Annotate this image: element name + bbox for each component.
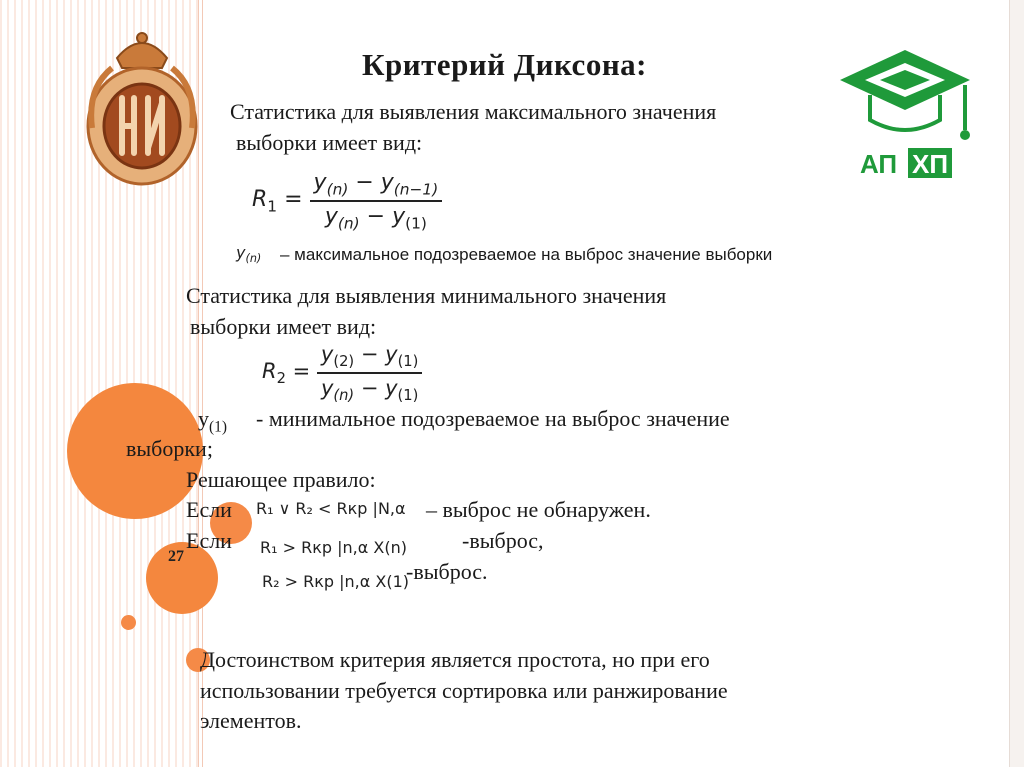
text-line: Статистика для выявления минимального значения bbox=[186, 283, 667, 308]
rule-condition-1: R₁ ∨ R₂ < Rкр |N,α bbox=[256, 499, 406, 518]
y1-description: - минимальное подозреваемое на выброс значение bbox=[256, 406, 730, 431]
formula-subscript: (1) bbox=[397, 387, 419, 405]
formula-r2: $R_2$ = $\frac{y_{(2)} - y_{(1)}}{y_{(n)} - y_{(1)}}$ bbox=[262, 342, 422, 404]
conclusion-line: использовании требуется сортировка или ранжирование bbox=[200, 678, 728, 703]
formula-subscript: (1) bbox=[397, 353, 419, 371]
formula-symbol: y bbox=[313, 170, 327, 195]
rule-if: Если bbox=[186, 497, 232, 522]
formula-symbol: y bbox=[385, 376, 398, 401]
logo-text-ap: АП bbox=[860, 149, 898, 179]
rule-title: Решающее правило: bbox=[186, 467, 376, 492]
formula-subscript: (1) bbox=[209, 418, 227, 436]
formula-symbol: y bbox=[198, 406, 209, 431]
formula-subscript: (n) bbox=[333, 387, 355, 405]
conclusion-line: элементов. bbox=[200, 708, 302, 733]
slide-title: Критерий Диксона: bbox=[362, 47, 648, 82]
university-emblem-logo bbox=[82, 28, 202, 188]
formula-symbol: y bbox=[320, 376, 334, 401]
aphp-logo bbox=[830, 45, 980, 185]
formula-subscript: (n) bbox=[337, 214, 360, 233]
formula-subscript: 2 bbox=[276, 370, 286, 388]
formula-symbol: y bbox=[324, 204, 338, 230]
formula-symbol: R bbox=[252, 187, 268, 213]
decorative-circle bbox=[121, 615, 136, 630]
formula-symbol: y bbox=[385, 342, 398, 366]
yn-description: – максимальное подозреваемое на выброс значение выборки bbox=[280, 245, 773, 264]
rule-if: Если bbox=[186, 528, 232, 553]
formula-subscript: (n) bbox=[326, 180, 349, 199]
formula-subscript: (n) bbox=[245, 252, 262, 266]
formula-symbol: y bbox=[320, 342, 334, 366]
formula-r1: $R_1$ = $\frac{y_{(n)} - y_{(n-1)}}{y_{(n)} - y_{(1)}}$ bbox=[252, 170, 442, 233]
text-line: выборки имеет вид: bbox=[236, 130, 423, 155]
page-number: 27 bbox=[168, 548, 184, 565]
rule-result-2: -выброс, bbox=[462, 528, 544, 553]
conclusion-line: Достоинством критерия является простота, но при его bbox=[200, 647, 710, 672]
formula-symbol: R bbox=[262, 359, 277, 384]
formula-subscript: (1) bbox=[405, 214, 427, 233]
rule-result-3: -выброс. bbox=[406, 559, 488, 584]
formula-subscript: 1 bbox=[267, 197, 278, 216]
formula-subscript: (2) bbox=[333, 353, 355, 371]
formula-symbol: y bbox=[236, 243, 246, 262]
formula-subscript: (n−1) bbox=[393, 180, 439, 199]
yn-symbol bbox=[236, 243, 261, 265]
right-border bbox=[1009, 0, 1024, 767]
y1-description-cont: выборки; bbox=[126, 436, 213, 461]
rule-condition-2: R₁ > Rкр |n,α X(n) bbox=[260, 538, 407, 557]
text-line: Статистика для выявления максимального значения bbox=[230, 99, 717, 124]
formula-symbol: y bbox=[392, 204, 406, 230]
text-line: выборки имеет вид: bbox=[190, 314, 377, 339]
logo-text-hp: ХП bbox=[912, 149, 949, 179]
rule-condition-3: R₂ > Rкр |n,α X(1) bbox=[262, 572, 410, 591]
formula-symbol: y bbox=[380, 170, 394, 195]
rule-result-1: – выброс не обнаружен. bbox=[426, 497, 651, 522]
